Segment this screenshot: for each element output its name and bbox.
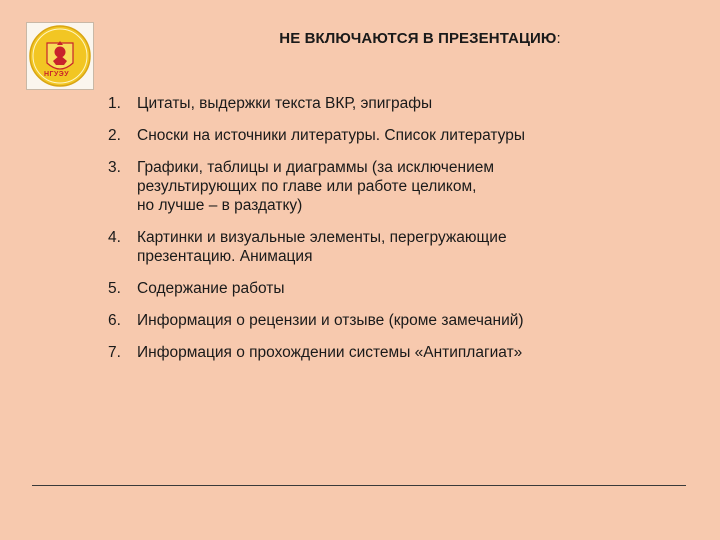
list-item-text: результирующих по главе или работе целиком, bbox=[137, 178, 477, 195]
university-logo bbox=[26, 22, 94, 90]
list-item-number: 7. bbox=[108, 344, 121, 361]
list-item bbox=[108, 228, 708, 266]
list-item bbox=[108, 94, 708, 113]
list-item bbox=[108, 279, 708, 298]
list-item-number: 5. bbox=[108, 280, 121, 297]
list-item-number: 2. bbox=[108, 127, 121, 144]
slide-title-colon: : bbox=[556, 30, 561, 47]
list-item-text: Информация о рецензии и отзыве (кроме замечаний) bbox=[137, 312, 524, 329]
footer-divider bbox=[32, 485, 686, 486]
list-item-text: Цитаты, выдержки текста ВКР, эпиграфы bbox=[137, 95, 433, 112]
list-item-text: Содержание работы bbox=[137, 280, 285, 297]
list-item-text: Графики, таблицы и диаграммы (за исключением bbox=[137, 159, 494, 176]
list-item-number: 1. bbox=[108, 95, 121, 112]
logo-text: НГУЭУ bbox=[44, 71, 70, 78]
list-item-number: 3. bbox=[108, 159, 121, 176]
list-item bbox=[108, 311, 708, 330]
university-emblem-icon bbox=[27, 23, 93, 89]
list-item-text: Информация о прохождении системы «Антиплагиат» bbox=[137, 344, 523, 361]
list-item-text: Картинки и визуальные элементы, перегружающие bbox=[137, 229, 507, 246]
slide-title-text: НЕ ВКЛЮЧАЮТСЯ В ПРЕЗЕНТАЦИЮ bbox=[279, 30, 557, 47]
list-item bbox=[108, 126, 708, 145]
excluded-items-list bbox=[108, 94, 708, 362]
list-item-text: Сноски на источники литературы. Список литературы bbox=[137, 127, 526, 144]
slide-title bbox=[140, 30, 700, 47]
list-item-number: 4. bbox=[108, 229, 121, 246]
list-item-number: 6. bbox=[108, 312, 121, 329]
list-item-text: презентацию. Анимация bbox=[137, 248, 313, 265]
list-item bbox=[108, 158, 708, 215]
list-item-text: но лучше – в раздатку) bbox=[137, 197, 303, 214]
list-item bbox=[108, 343, 708, 362]
